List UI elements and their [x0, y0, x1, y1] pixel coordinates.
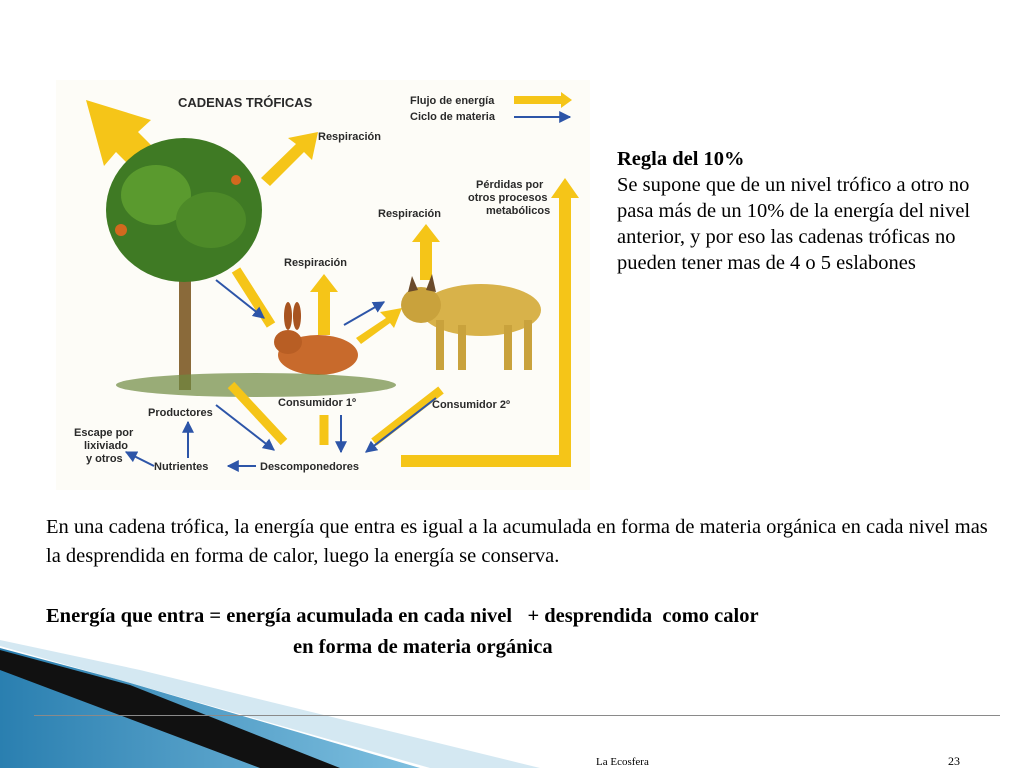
energy-paragraph: En una cadena trófica, la energía que entra es igual a la acumulada en forma de materia orgánica en cada nivel mas la desprendida en forma de calor, luego la energía se conserva. [46, 516, 988, 567]
formula-line-2: en forma de materia orgánica [293, 636, 553, 658]
page-number: 23 [948, 754, 960, 768]
consumer2-label: Consumidor 2º [432, 399, 510, 411]
losses-label-3: metabólicos [486, 205, 551, 217]
footer-title: La Ecosfera [596, 756, 649, 768]
nutrients-label: Nutrientes [154, 461, 209, 473]
rule-body: Se supone que de un nivel trófico a otro no pasa más de un 10% de la energía del nivel anterior, y por eso las cadenas tróficas no pueden tener mas de 4 o 5 eslabones [617, 174, 971, 274]
respiration-label-right: Respiración [378, 208, 441, 220]
respiration-label-mid: Respiración [284, 257, 347, 269]
diagram-title: CADENAS TRÓFICAS [178, 95, 313, 110]
producers-label: Productores [148, 407, 213, 419]
footer-decoration [0, 640, 1024, 768]
losses-label-2: otros procesos [468, 192, 548, 204]
food-chain-diagram-svg [56, 80, 590, 490]
ground-patch [116, 373, 396, 397]
rule-block [617, 146, 997, 276]
escape-label-3: y otros [86, 453, 123, 465]
respiration-label-top: Respiración [318, 131, 381, 143]
escape-label-1: Escape por [74, 427, 134, 439]
formula-line-1: Energía que entra = energía acumulada en cada nivel + desprendida como calor [46, 605, 759, 627]
losses-label-1: Pérdidas por [476, 179, 544, 191]
escape-label-2: lixiviado [84, 440, 129, 452]
footer-blue-swoosh [0, 648, 420, 768]
food-chain-diagram [56, 80, 590, 490]
decomposers-label: Descomponedores [260, 461, 360, 473]
consumer1-label: Consumidor 1º [278, 397, 356, 409]
legend-matter-label: Ciclo de materia [410, 111, 495, 123]
legend-energy-label: Flujo de energía [410, 95, 495, 107]
footer-divider [34, 715, 1000, 716]
rule-title: Regla del 10% [617, 148, 745, 170]
